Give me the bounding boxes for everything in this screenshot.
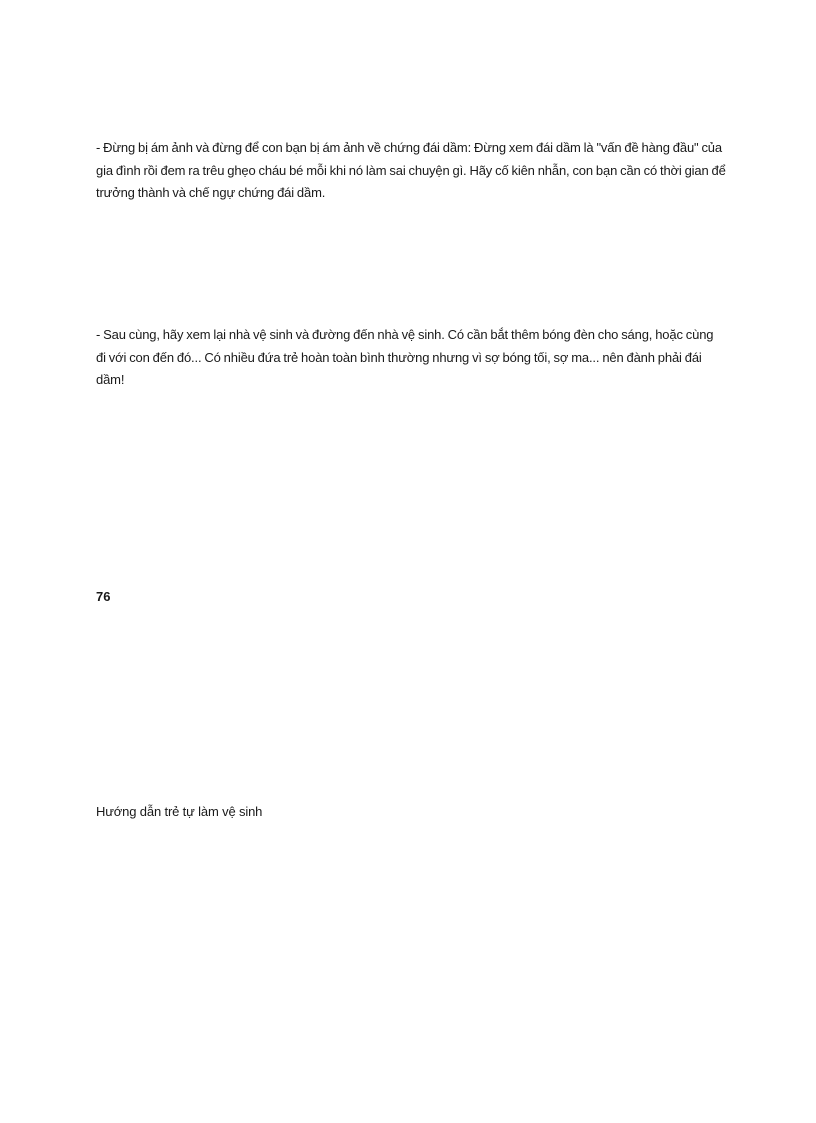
paragraph-bedwetting-advice: - Đừng bị ám ảnh và đừng để con bạn bị ám ảnh về chứng đái dầm: Đừng xem đái dầm là "vấn đề hàng đầu" của gia đình rồi đem ra trêu ghẹo cháu bé mỗi khi nó làm sai chuyện gì. Hãy cố kiên nhẫn, con bạn cần có thời gian để trưởng thành và chế ngự chứng đái dầm. — [96, 140, 726, 200]
paragraph-toilet-access: - Sau cùng, hãy xem lại nhà vệ sinh và đường đến nhà vệ sinh. Có cần bắt thêm bóng đèn cho sáng, hoặc cùng đi với con đến đó... Có nhiều đứa trẻ hoàn toàn bình thường nhưng vì sợ bóng tối, sợ ma... nên đành phải đái dầm! — [96, 327, 714, 387]
section-heading: Hướng dẫn trẻ tự làm vệ sinh — [96, 804, 263, 819]
page-number: 76 — [96, 589, 111, 604]
